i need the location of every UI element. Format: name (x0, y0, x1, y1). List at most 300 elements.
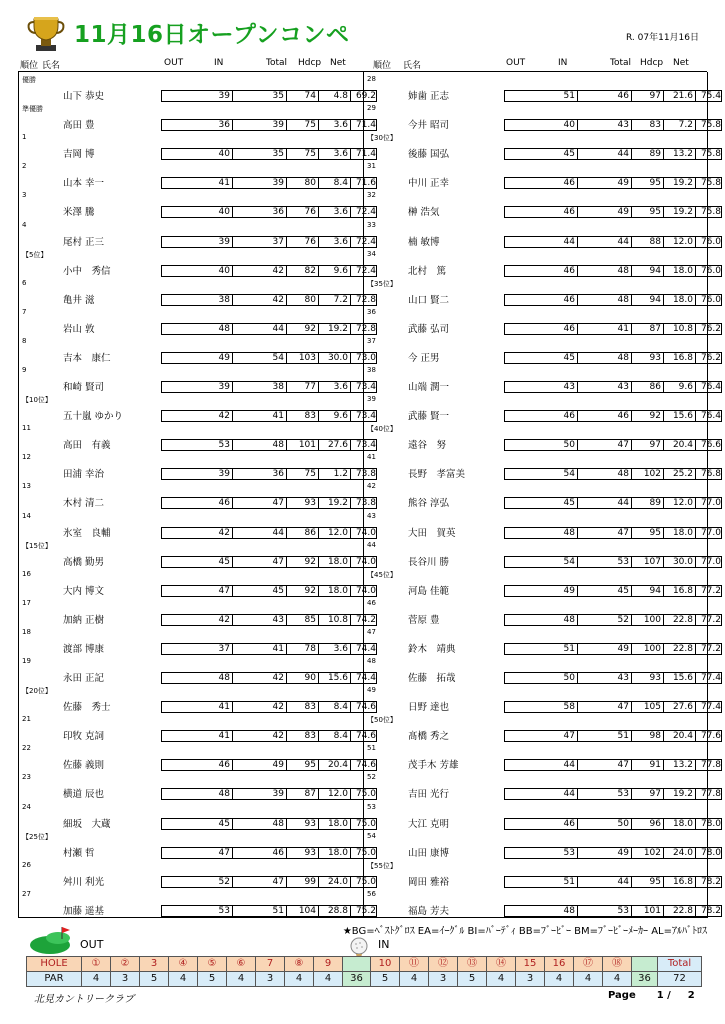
score-net: 75.0 (350, 788, 378, 800)
rank-label: 【10位】 (22, 396, 52, 405)
result-row (364, 829, 721, 860)
score-net: 76.0 (695, 265, 723, 277)
player-name: 横道 辰也 (63, 789, 105, 801)
score-out: 48 (563, 614, 575, 625)
score-total: 107 (631, 556, 663, 568)
score-out: 50 (563, 673, 575, 683)
score-total: 77 (286, 381, 318, 393)
player-name: 菅原 豊 (408, 614, 440, 626)
rank-label: 43 (367, 511, 376, 520)
score-in: 44 (232, 323, 286, 335)
score-hdcp: 27.6 (318, 439, 350, 451)
player-name: 岩山 敦 (63, 323, 95, 335)
header-in: IN (214, 58, 224, 68)
header-total: Total (610, 58, 632, 68)
score-hdcp: 18.0 (663, 527, 695, 539)
rank-label: 【35位】 (367, 279, 397, 288)
score-hdcp: 28.8 (318, 905, 350, 917)
score-out: 46 (218, 498, 230, 509)
rank-label: 6 (22, 278, 27, 287)
score-in: 45 (232, 585, 286, 597)
rank-label: 優勝 (22, 76, 36, 84)
player-name: 吉本 康仁 (63, 352, 111, 364)
score-in: 43 (232, 614, 286, 626)
result-row (364, 770, 721, 801)
hole-cell: ⑫ (429, 957, 458, 972)
score-out: 45 (218, 556, 230, 567)
score-in: 49 (577, 177, 631, 189)
par-cell: 36 (343, 972, 371, 987)
score-net: 74.6 (350, 701, 378, 713)
player-name: 吉岡 博 (63, 149, 95, 161)
header-rank: 順位 (373, 61, 392, 71)
score-total: 93 (286, 847, 318, 859)
score-total: 94 (631, 294, 663, 306)
player-name: 後藤 国弘 (408, 149, 450, 161)
score-net: 72.4 (350, 206, 378, 218)
player-name: 木村 清二 (63, 498, 105, 510)
score-in: 52 (577, 614, 631, 626)
score-hdcp: 18.0 (663, 818, 695, 830)
score-hdcp: 24.0 (663, 847, 695, 859)
score-out: 40 (218, 207, 230, 218)
score-hdcp: 8.4 (318, 177, 350, 189)
player-name: 高田 豊 (63, 120, 95, 132)
score-hdcp: 30.0 (318, 352, 350, 364)
score-total: 93 (631, 352, 663, 364)
score-in: 46 (577, 90, 631, 102)
player-name: 河島 佳範 (408, 585, 450, 597)
score-hdcp: 18.0 (663, 294, 695, 306)
score-in: 46 (577, 410, 631, 422)
score-in: 46 (232, 847, 286, 859)
score-in: 41 (232, 643, 286, 655)
score-total: 93 (286, 497, 318, 509)
score-net: 71.4 (350, 148, 378, 160)
result-row (364, 363, 721, 394)
score-out: 44 (563, 236, 575, 247)
score-out: 48 (563, 905, 575, 916)
score-out: 39 (218, 469, 230, 480)
score-total: 83 (631, 119, 663, 131)
rank-label: 4 (22, 220, 27, 229)
score-out: 39 (218, 91, 230, 101)
score-total: 87 (286, 788, 318, 800)
score-in: 37 (232, 236, 286, 248)
result-row (364, 276, 721, 307)
score-hdcp: 9.6 (318, 410, 350, 422)
player-name: 姉歯 正志 (408, 91, 450, 102)
score-in: 49 (577, 206, 631, 218)
right-column-header (363, 58, 707, 72)
score-out: 47 (218, 585, 230, 596)
score-hdcp: 22.8 (663, 614, 695, 626)
score-out: 38 (218, 294, 230, 305)
score-in: 48 (577, 468, 631, 480)
player-name: 永田 正記 (63, 673, 105, 684)
score-out: 41 (218, 731, 230, 742)
player-name: 武藤 弘司 (408, 323, 450, 335)
par-cell: 5 (198, 972, 227, 987)
rank-label: 21 (22, 715, 31, 724)
rank-label: 22 (22, 744, 31, 753)
event-date: R. 07年11月16日 (625, 33, 699, 43)
result-row (364, 421, 721, 452)
score-total: 82 (286, 265, 318, 277)
rank-label: 51 (367, 744, 376, 753)
score-total: 83 (286, 410, 318, 422)
score-net: 72.4 (350, 236, 378, 248)
score-total: 100 (631, 643, 663, 655)
score-in: 47 (577, 439, 631, 451)
score-out: 53 (218, 440, 230, 451)
result-row (364, 247, 721, 278)
rank-label: 【15位】 (22, 541, 52, 550)
score-total: 87 (631, 323, 663, 335)
par-cell: 3 (516, 972, 545, 987)
score-hdcp: 15.6 (318, 672, 350, 684)
rank-label: 39 (367, 395, 376, 404)
score-hdcp: 9.6 (318, 265, 350, 277)
player-name: 高田 有義 (63, 440, 111, 452)
score-out: 54 (563, 469, 575, 480)
score-total: 75 (286, 468, 318, 480)
score-total: 86 (631, 381, 663, 393)
score-out: 46 (563, 323, 575, 334)
score-hdcp: 15.6 (663, 672, 695, 684)
result-row (19, 130, 376, 161)
score-out: 53 (563, 847, 575, 858)
score-total: 92 (286, 585, 318, 597)
score-net: 75.8 (695, 206, 723, 218)
header-hdcp: Hdcp (640, 58, 664, 68)
score-total: 97 (631, 788, 663, 800)
result-row (19, 276, 376, 307)
score-out: 51 (563, 643, 575, 654)
par-cell: 4 (400, 972, 429, 987)
header-out: OUT (164, 58, 184, 68)
player-name: 亀井 滋 (63, 294, 95, 306)
score-net: 75.2 (350, 905, 378, 917)
score-net: 76.0 (695, 236, 723, 248)
par-cell: 4 (545, 972, 574, 987)
player-name: 田浦 幸治 (63, 469, 105, 481)
par-cell: 5 (458, 972, 487, 987)
score-total: 74 (286, 90, 318, 102)
score-net: 75.8 (695, 177, 723, 189)
rank-label: 52 (367, 773, 376, 782)
player-name: 氷室 良輔 (63, 527, 111, 539)
results-right-panel (363, 72, 721, 918)
score-in: 42 (232, 672, 286, 684)
result-row (19, 654, 376, 685)
score-in: 43 (577, 119, 631, 131)
score-out: 39 (218, 382, 230, 392)
score-hdcp: 13.2 (663, 148, 695, 160)
header-rank: 順位 (20, 61, 39, 71)
score-net: 74.0 (350, 527, 378, 539)
hole-cell: 9 (314, 957, 343, 972)
score-legend: ★BG=ﾍﾞｽﾄｸﾞﾛｽ EA=ｲｰｸﾞﾙ BI=ﾊﾞｰﾃﾞｨ BB=ﾌﾞｰﾋﾞｰ BM=ﾌﾞｰﾋﾞｰﾒｰｶｰ AL=ｱﾙﾊﾞﾄﾛｽ (342, 926, 707, 937)
score-in: 41 (577, 323, 631, 335)
score-in: 53 (577, 905, 631, 917)
page-count: 2 (687, 990, 695, 1001)
rank-label: 準優勝 (22, 105, 43, 114)
score-hdcp: 19.2 (318, 323, 350, 335)
hole-cell (632, 957, 658, 972)
hole-cell: ② (111, 957, 140, 972)
player-name: 吉田 光行 (408, 789, 450, 801)
score-net: 76.2 (695, 352, 723, 364)
player-name: 高橋 勤男 (63, 556, 105, 568)
score-out: 40 (218, 149, 230, 160)
player-name: 北村 篤 (408, 265, 447, 277)
score-net: 77.2 (695, 614, 723, 626)
score-in: 45 (577, 585, 631, 597)
score-total: 75 (286, 148, 318, 160)
result-row (364, 130, 721, 161)
result-row (364, 712, 721, 743)
score-total: 95 (631, 206, 663, 218)
score-in: 44 (232, 527, 286, 539)
result-row (364, 159, 721, 190)
par-cell: 4 (574, 972, 603, 987)
score-hdcp: 8.4 (318, 730, 350, 742)
score-net: 78.0 (695, 847, 723, 859)
hole-cell: ⑰ (574, 957, 603, 972)
score-hdcp: 12.0 (663, 497, 695, 509)
score-total: 95 (631, 177, 663, 189)
score-hdcp: 19.2 (663, 177, 695, 189)
score-out: 46 (563, 207, 575, 218)
score-net: 76.4 (695, 410, 723, 422)
result-row (19, 712, 376, 743)
rank-label: 【45位】 (367, 570, 397, 579)
score-out: 46 (563, 411, 575, 422)
score-out: 45 (563, 498, 575, 509)
score-hdcp: 19.2 (663, 206, 695, 218)
par-cell: 4 (487, 972, 516, 987)
score-net: 77.6 (695, 730, 723, 742)
score-net: 71.4 (350, 119, 378, 131)
score-total: 76 (286, 236, 318, 248)
score-net: 75.0 (350, 876, 378, 888)
hole-cell: Total (658, 957, 702, 972)
score-hdcp: 12.0 (318, 527, 350, 539)
score-total: 80 (286, 177, 318, 189)
score-net: 74.0 (350, 585, 378, 597)
score-total: 102 (631, 847, 663, 859)
player-name: 榊 浩気 (408, 207, 440, 219)
result-row (364, 450, 721, 481)
rank-label: 【55位】 (367, 861, 397, 870)
score-out: 41 (218, 178, 230, 189)
result-row (19, 421, 376, 452)
score-total: 83 (286, 730, 318, 742)
score-hdcp: 12.0 (318, 788, 350, 800)
score-out: 48 (218, 673, 230, 683)
score-net: 78.2 (695, 876, 723, 888)
player-name: 米澤 騰 (63, 207, 95, 219)
player-name: 佐藤 拓哉 (408, 673, 456, 684)
score-out: 46 (563, 818, 575, 829)
score-net: 74.6 (350, 730, 378, 742)
player-name: 武藤 賢一 (408, 411, 450, 423)
rank-label: 1 (22, 133, 27, 142)
result-row (364, 683, 721, 714)
header-name: 氏名 (403, 61, 422, 71)
player-name: 山口 賢二 (408, 294, 450, 306)
hole-cell: 15 (516, 957, 545, 972)
player-name: 村瀬 哲 (63, 847, 95, 859)
par-cell: 4 (82, 972, 111, 987)
rank-label: 31 (367, 162, 376, 171)
rank-label: 【20位】 (22, 687, 52, 696)
score-in: 49 (577, 847, 631, 859)
score-net: 77.8 (695, 788, 723, 800)
score-total: 93 (631, 672, 663, 684)
score-out: 51 (563, 91, 575, 101)
player-name: 五十嵐 ゆかり (63, 411, 124, 423)
score-out: 48 (218, 323, 230, 334)
score-total: 80 (286, 294, 318, 306)
par-cell: 5 (140, 972, 169, 987)
score-in: 47 (232, 497, 286, 509)
rank-label: 41 (367, 453, 376, 462)
score-total: 85 (286, 614, 318, 626)
score-in: 47 (577, 701, 631, 713)
result-row (364, 188, 721, 219)
score-net: 76.4 (695, 381, 723, 393)
page-title: 11月16日オープンコンペ (74, 22, 350, 48)
score-total: 91 (631, 759, 663, 771)
score-net: 74.4 (350, 643, 378, 655)
rank-label: 27 (22, 889, 31, 898)
score-total: 95 (631, 876, 663, 888)
player-name: 佐藤 秀士 (63, 702, 111, 714)
rank-label: 49 (367, 686, 376, 695)
score-out: 42 (218, 614, 230, 625)
score-hdcp: 21.6 (663, 90, 695, 102)
score-total: 95 (286, 759, 318, 771)
score-total: 101 (631, 905, 663, 917)
score-total: 102 (631, 468, 663, 480)
player-name: 渡部 博康 (63, 643, 105, 655)
score-box (161, 905, 377, 917)
score-net: 75.4 (695, 90, 723, 102)
in-label: IN (378, 938, 390, 951)
score-total: 100 (631, 614, 663, 626)
rank-label: 32 (367, 191, 376, 200)
score-hdcp: 10.8 (663, 323, 695, 335)
score-out: 48 (218, 789, 230, 800)
score-total: 97 (631, 90, 663, 102)
rank-label: 2 (22, 162, 27, 171)
hole-cell: ⑤ (198, 957, 227, 972)
score-hdcp: 7.2 (318, 294, 350, 306)
score-out: 41 (218, 702, 230, 713)
score-total: 103 (286, 352, 318, 364)
score-in: 48 (577, 265, 631, 277)
score-out: 44 (563, 789, 575, 800)
player-name: 髙橋 秀之 (408, 731, 450, 743)
score-in: 53 (577, 556, 631, 568)
player-name: 今井 昭司 (408, 120, 450, 132)
rank-label: 24 (22, 802, 31, 811)
golf-green-icon (28, 925, 80, 955)
score-in: 49 (232, 759, 286, 771)
score-hdcp: 16.8 (663, 585, 695, 597)
rank-label: 37 (367, 336, 376, 345)
score-in: 47 (232, 556, 286, 568)
player-name: 大江 克明 (408, 818, 450, 830)
player-name: 山下 恭史 (63, 91, 105, 102)
score-hdcp: 16.8 (663, 876, 695, 888)
club-name: 北見カントリークラブ (34, 994, 134, 1005)
rank-label: 11 (22, 424, 31, 433)
score-total: 92 (631, 410, 663, 422)
rank-label: 17 (22, 598, 31, 607)
hole-cell: ⑥ (227, 957, 256, 972)
score-out: 45 (563, 149, 575, 160)
result-row (364, 101, 721, 132)
score-total: 98 (631, 730, 663, 742)
score-hdcp: 24.0 (318, 876, 350, 888)
score-in: 44 (577, 497, 631, 509)
result-row (364, 741, 721, 772)
result-row (364, 392, 721, 423)
score-in: 43 (577, 381, 631, 393)
score-in: 42 (232, 265, 286, 277)
score-out: 58 (563, 702, 575, 713)
player-name: 山田 康博 (408, 847, 450, 859)
score-net: 73.0 (350, 352, 378, 364)
score-in: 41 (232, 410, 286, 422)
result-row (364, 567, 721, 598)
hole-cell: ⑱ (603, 957, 632, 972)
player-name: 細坂 大蔵 (63, 818, 111, 830)
score-total: 88 (631, 236, 663, 248)
score-box (504, 905, 722, 917)
score-out: 44 (563, 760, 575, 771)
page-number: 1 (656, 990, 664, 1001)
score-in: 43 (577, 672, 631, 684)
score-net: 77.2 (695, 643, 723, 655)
par-cell: 4 (169, 972, 198, 987)
score-in: 47 (577, 527, 631, 539)
score-total: 96 (631, 818, 663, 830)
rank-label: 38 (367, 366, 376, 374)
result-row (364, 538, 721, 569)
score-hdcp: 18.0 (318, 847, 350, 859)
score-total: 90 (286, 672, 318, 684)
score-in: 42 (232, 294, 286, 306)
score-net: 77.0 (695, 556, 723, 568)
score-hdcp: 4.8 (318, 90, 350, 102)
header-name: 氏名 (42, 61, 61, 71)
score-hdcp: 25.2 (663, 468, 695, 480)
score-hdcp: 18.0 (663, 265, 695, 277)
score-net: 77.2 (695, 585, 723, 597)
score-total: 75 (286, 119, 318, 131)
rank-label: 28 (367, 75, 376, 83)
score-hdcp: 15.6 (663, 410, 695, 422)
hole-cell: ① (82, 957, 111, 972)
score-hdcp: 3.6 (318, 148, 350, 160)
score-net: 76.0 (695, 294, 723, 306)
hole-cell (343, 957, 371, 972)
rank-label: 54 (367, 831, 376, 840)
